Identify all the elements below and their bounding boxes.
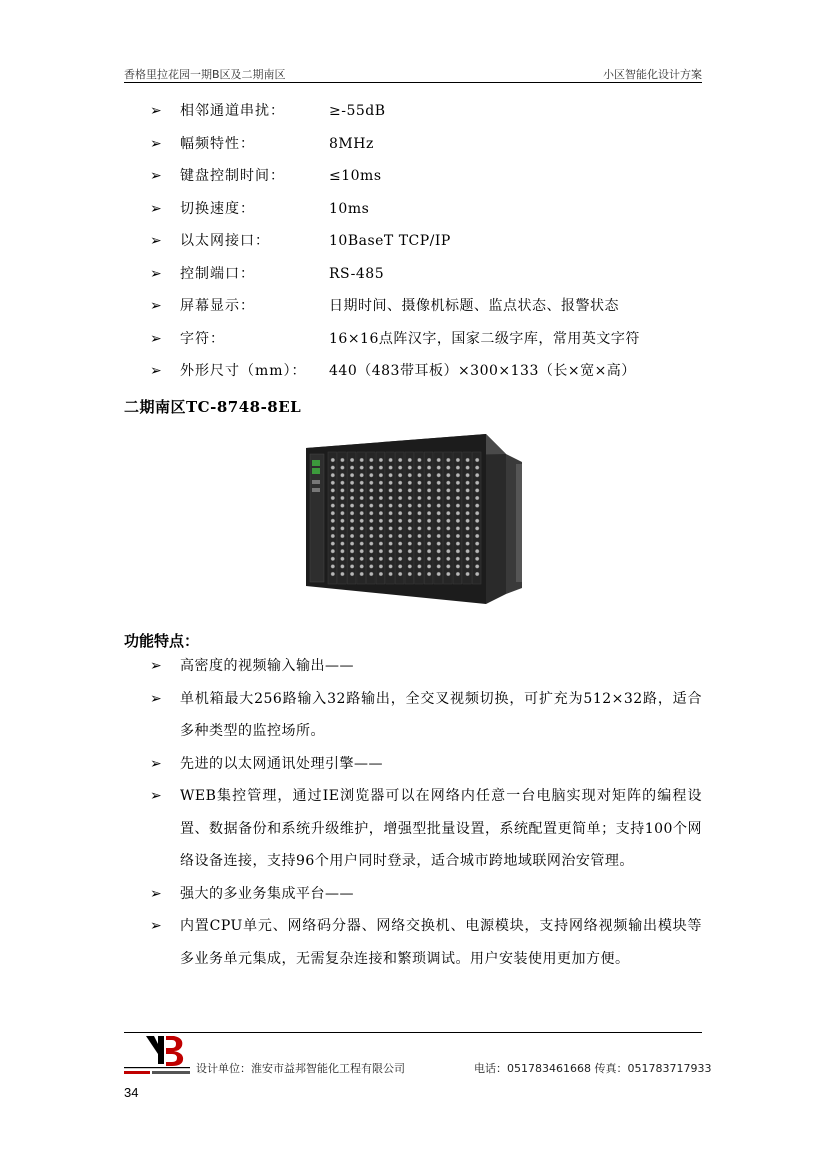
spec-item <box>150 198 710 231</box>
spec-value: 日期时间、摄像机标题、监点状态、报警状态 <box>329 298 619 314</box>
spec-value: 10ms <box>329 200 370 217</box>
feature-text: 内置CPU单元、网络码分器、网络交换机、电源模块，支持网络视频输出模块等多业务单元集成，无需复杂连接和繁琐调试。用户安装使用更加方便。 <box>180 918 702 967</box>
footer-company: 设计单位：淮安市益邦智能化工程有限公司 <box>196 1062 405 1075</box>
spec-item <box>150 100 710 133</box>
matrix-chassis-photo <box>300 428 526 614</box>
bullet-arrow-icon: ➢ <box>150 135 162 152</box>
feature-text: 先进的以太网通讯处理引擎—— <box>180 755 383 772</box>
spec-value: 16×16点阵汉字，国家二级字库，常用英文字符 <box>329 330 640 347</box>
spec-value: ≥-55dB <box>329 103 386 119</box>
bullet-arrow-icon: ➢ <box>150 755 163 772</box>
bullet-arrow-icon: ➢ <box>150 103 162 119</box>
bullet-arrow-icon: ➢ <box>150 363 162 379</box>
spec-item <box>150 295 710 328</box>
spec-label: 字符： <box>180 330 225 347</box>
bullet-arrow-icon: ➢ <box>150 298 162 314</box>
bullet-arrow-icon: ➢ <box>150 200 162 217</box>
feature-item <box>150 910 702 975</box>
spec-label: 以太网接口： <box>180 233 270 249</box>
spec-value: ≤10ms <box>329 168 382 184</box>
header-document-title: 小区智能化设计方案 <box>603 68 702 81</box>
spec-item <box>150 328 710 361</box>
spec-value: 10BaseT TCP/IP <box>329 233 451 249</box>
feature-item <box>150 780 702 878</box>
footer-contact: 电话：051783461668 传真：051783717933 <box>474 1062 712 1075</box>
feature-item <box>150 748 702 781</box>
spec-value: 8MHz <box>329 135 374 152</box>
spec-list <box>150 100 710 393</box>
spec-value: 440（483带耳板）×300×133（长×宽×高） <box>329 363 636 379</box>
page-number: 34 <box>124 1085 139 1100</box>
bullet-arrow-icon: ➢ <box>150 168 162 184</box>
features-title: 功能特点： <box>124 632 200 650</box>
spec-value: RS-485 <box>329 265 385 282</box>
feature-item <box>150 878 702 911</box>
bullet-arrow-icon: ➢ <box>150 330 162 347</box>
bullet-arrow-icon: ➢ <box>150 918 163 934</box>
spec-label: 屏幕显示： <box>180 298 255 314</box>
feature-text: WEB集控管理，通过IE浏览器可以在网络内任意一台电脑实现对矩阵的编程设置、数据备份和系统升级维护，增强型批量设置，系统配置更简单；支持100个网络设备连接，支持96个用户同时登录，适合城市跨地域联网治安管理。 <box>180 788 702 869</box>
bullet-arrow-icon: ➢ <box>150 233 162 249</box>
spec-label: 幅频特性： <box>180 135 255 152</box>
feature-item <box>150 683 702 748</box>
bullet-arrow-icon: ➢ <box>150 885 163 902</box>
spec-label: 切换速度： <box>180 200 255 217</box>
spec-item <box>150 133 710 166</box>
spec-item <box>150 230 710 263</box>
bullet-arrow-icon: ➢ <box>150 690 163 707</box>
feature-text: 单机箱最大256路输入32路输出，全交叉视频切换，可扩充为512×32路，适合多种类型的监控场所。 <box>180 690 702 739</box>
spec-label: 键盘控制时间： <box>180 168 285 184</box>
feature-text: 高密度的视频输入输出—— <box>180 658 354 674</box>
header-project-title: 香格里拉花园一期B区及二期南区 <box>124 68 286 81</box>
section-title: 二期南区TC-8748-8EL <box>124 398 302 416</box>
spec-label: 外形尺寸（mm）： <box>180 363 307 379</box>
spec-item <box>150 263 710 296</box>
bullet-arrow-icon: ➢ <box>150 265 162 282</box>
page-header <box>124 66 702 83</box>
company-logo <box>124 1034 194 1078</box>
spec-label: 相邻通道串扰： <box>180 103 285 119</box>
bullet-arrow-icon: ➢ <box>150 658 163 674</box>
bullet-arrow-icon: ➢ <box>150 788 163 804</box>
feature-list <box>150 650 702 975</box>
spec-item <box>150 165 710 198</box>
spec-label: 控制端口： <box>180 265 255 282</box>
footer-divider <box>124 1032 702 1033</box>
feature-text: 强大的多业务集成平台—— <box>180 885 354 902</box>
feature-item <box>150 650 702 683</box>
spec-item <box>150 360 710 393</box>
